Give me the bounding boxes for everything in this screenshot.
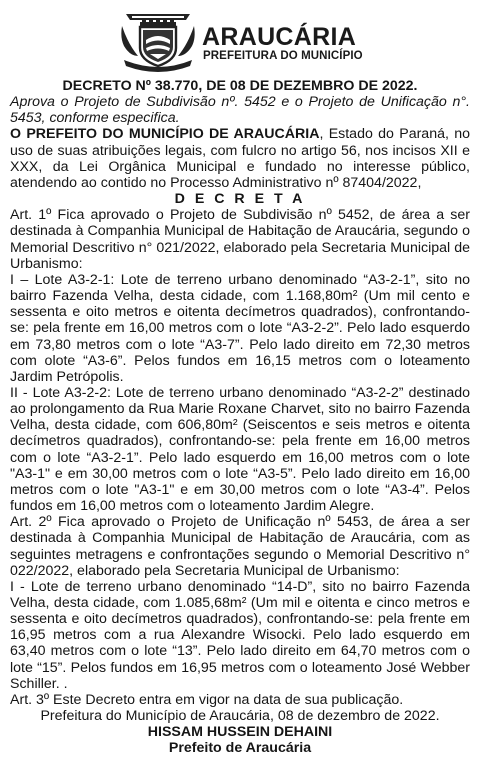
signer-name: HISSAM HUSSEIN DEHAINI [147, 724, 333, 741]
article-1-item-ii: II - Lote A3-2-2: Lote de terreno urbano denominado “A3-2-2” destinado ao prolongamento da Rua Marie Roxane Charvet, sito no bairro Fazenda Velha, desta cidade, com 606,80m² (Seiscentos e seis metros e oitenta decímetros quadrados), confrontando-se: pela frente em 16,00 metros com o lote “A3-2-1”. Pelo lado esquerdo em 16,00 metros com o lote "A3-1" e em 30,00 metros com o lote “A3-5”. Pelo lado direito em 16,00 metros com o lote "A3-1" e em 30,00 metros com o lote “A3-4”. Pelos fundos em 16,00 metros com o loteamento Jardim Alegre. [10, 384, 470, 515]
decree-ementa: Aprova o Projeto de Subdivisão nº. 5452 e o Projeto de Unificação n°. 5453, conforme especifica. [10, 94, 470, 127]
article-2-item-i: I - Lote de terreno urbano denominado “14-D”, sito no bairro Fazenda Velha, desta cidade, com 1.085,68m² (Um mil e oitenta e cinco metros e sessenta e oito decímetros quadrados), confrontando-se: pela frente em 16,95 metros com a rua Alexandre Wisocki. Pelo lado esquerdo em 63,40 metros com o lote “13”. Pelo lado direito em 64,70 metros com o lote “15”. Pelos fundos em 16,95 metros com o loteamento José Webber Schiller. . [10, 578, 470, 692]
decree-title: DECRETO Nº 38.770, DE 08 DE DEZEMBRO DE 2022. [62, 78, 418, 94]
coat-of-arms-icon [118, 10, 198, 72]
article-3: Art. 3º Este Decreto entra em vigor na data de sua publicação. [10, 691, 404, 708]
signer-title: Prefeito de Araucária [168, 740, 312, 757]
decree-body [10, 78, 470, 757]
brand [202, 25, 363, 63]
preamble-rest: , Estado do Paraná, no uso de suas atribuições legais, com fulcro no artigo 56, nos incisos XII e XXX, da Lei Orgânica Municipal e fundado no interesse público, atendendo ao contido no Processo Administrativo nº 87404/2022, [10, 126, 470, 191]
preamble-lead: O PREFEITO DO MUNICÍPIO DE ARAUCÁRIA [10, 126, 320, 143]
article-1: Art. 1º Fica aprovado o Projeto de Subdivisão nº 5452, de área a ser destinada à Companhia Municipal de Habitação de Araucária, segundo o Memorial Descritivo n° 021/2022, elaborado pela Secretaria Municipal de Urbanismo: [10, 207, 470, 272]
place-date: Prefeitura do Município de Araucária, 08 de dezembro de 2022. [40, 708, 440, 725]
article-2: Art. 2º Fica aprovado o Projeto de Unificação nº 5453, de área a ser destinada à Companhia Municipal de Habitação de Araucária, com as seguintes metragens e confrontações segundo o Memorial Descritivo n° 022/2022, elaborado pela Secretaria Municipal de Urbanismo: [10, 514, 470, 579]
preamble [10, 126, 470, 191]
brand-subtitle: PREFEITURA DO MUNICÍPIO [203, 50, 363, 62]
article-1-item-i: I – Lote A3-2-1: Lote de terreno urbano denominado “A3-2-1”, sito no bairro Fazenda Velha, desta cidade, com 1.168,80m² (Um mil cento e sessenta e oito metros e oitenta decímetros quadrados), confrontando-se: pela frente em 16,00 metros com o lote “A3-2-2”. Pelo lado esquerdo em 73,80 metros com o lote “A3-7”. Pelo lado direito em 72,30 metros com olote “A3-6”. Pelos fundos em 16,15 metros com o loteamento Jardim Petrópolis. [10, 271, 470, 385]
brand-name: ARAUCÁRIA [202, 23, 357, 51]
decreta-heading: D E C R E T A [174, 191, 306, 208]
header [0, 10, 479, 74]
